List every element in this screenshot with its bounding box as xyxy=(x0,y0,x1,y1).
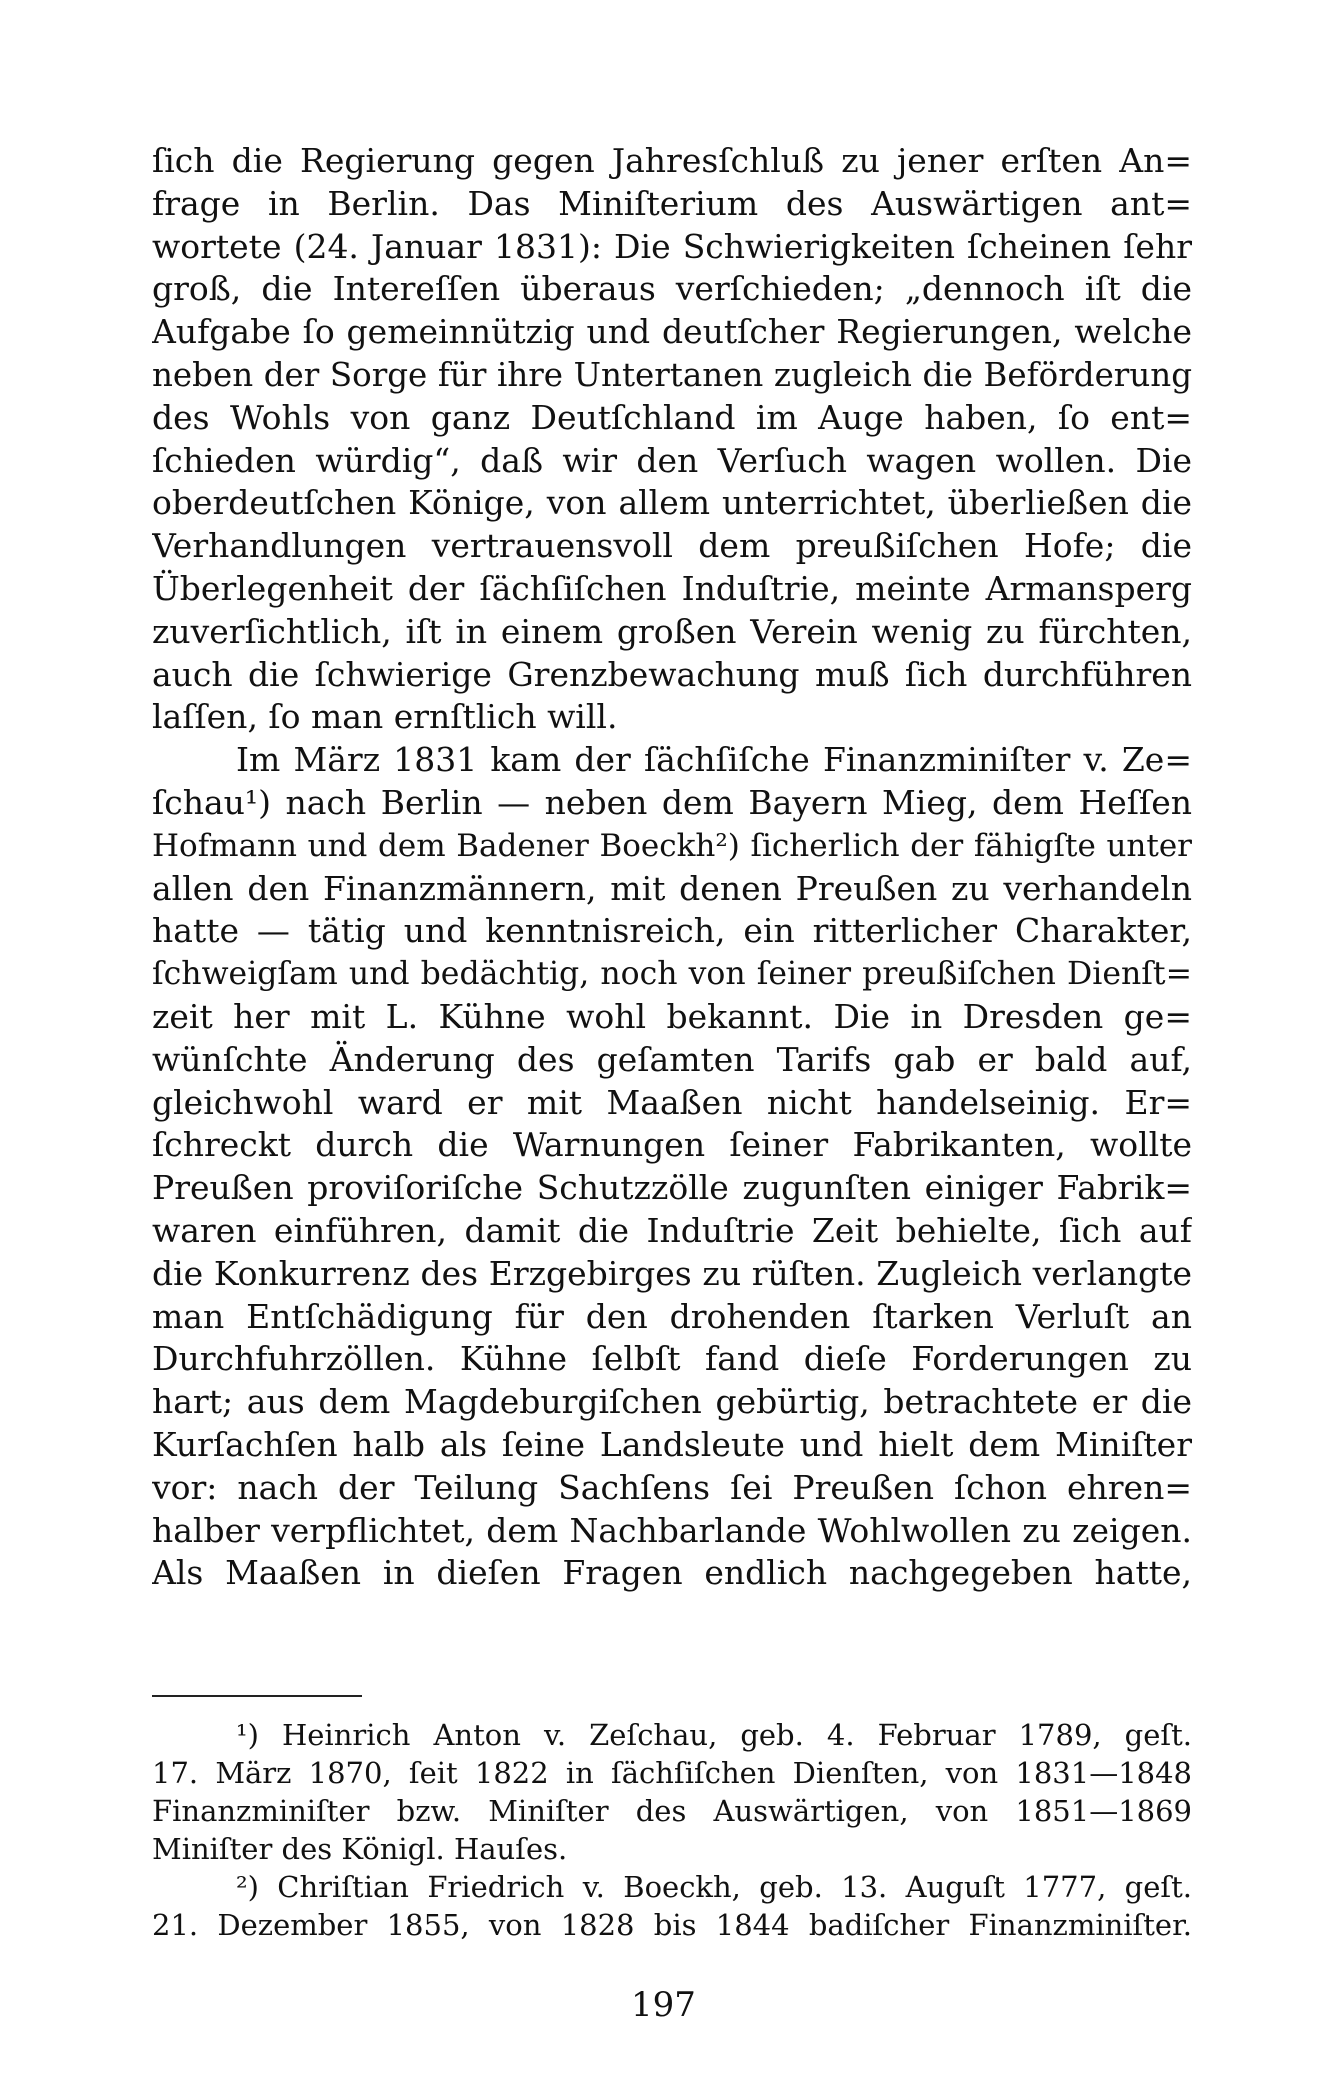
paragraph-1 xyxy=(152,140,1192,739)
text-line: des Wohls von ganz Deutſchland im Auge haben, ſo ent= xyxy=(152,397,1192,437)
text-line: Als Maaßen in dieſen Fragen endlich nachgegeben hatte, xyxy=(152,1553,1192,1593)
text-line: Preußen proviſoriſche Schutzzölle zugunſten einiger Fabrik= xyxy=(152,1168,1192,1208)
footnotes xyxy=(152,1716,1192,1944)
text-line: zeit her mit L. Kühne wohl bekannt. Die in Dresden ge= xyxy=(152,996,1192,1036)
footnote-line: Miniſter des Königl. Hauſes. xyxy=(152,1832,568,1866)
footnote-line: Finanzminiſter bzw. Miniſter des Auswärtigen, von 1851—1869 xyxy=(152,1794,1192,1828)
text-line: waren einführen, damit die Induſtrie Zeit behielte, ſich auf xyxy=(152,1210,1192,1250)
text-line: zuverſichtlich, iſt in einem großen Verein wenig zu fürchten, xyxy=(152,611,1192,651)
main-text xyxy=(152,140,1192,1595)
text-line: oberdeutſchen Könige, von allem unterrichtet, überließen die xyxy=(152,483,1192,523)
footnote-divider xyxy=(152,1695,362,1697)
footnote-line: 17. März 1870, ſeit 1822 in ſächſiſchen Dienſten, von 1831—1848 xyxy=(152,1756,1192,1790)
text-line: Durchfuhrzöllen. Kühne ſelbſt fand dieſe Forderungen zu xyxy=(152,1339,1192,1379)
footnote-1 xyxy=(152,1716,1192,1868)
text-line: gleichwohl ward er mit Maaßen nicht handelseinig. Er= xyxy=(152,1082,1192,1122)
text-line: vor: nach der Teilung Sachſens ſei Preußen ſchon ehren= xyxy=(152,1467,1192,1507)
text-line: allen den Finanzmännern, mit denen Preußen zu verhandeln xyxy=(152,868,1192,908)
text-line: neben der Sorge für ihre Untertanen zugleich die Beförderung xyxy=(152,355,1192,394)
text-line: wortete (24. Januar 1831): Die Schwierigkeiten ſcheinen ſehr xyxy=(152,226,1192,266)
text-line: Im März 1831 kam der ſächſiſche Finanzminiſter v. Ze= xyxy=(236,740,1192,780)
text-line: frage in Berlin. Das Miniſterium des Auswärtigen ant= xyxy=(152,183,1192,223)
text-line: man Entſchädigung für den drohenden ſtarken Verluſt an xyxy=(152,1296,1192,1336)
paragraph-2 xyxy=(152,739,1192,1595)
footnote-2 xyxy=(152,1868,1192,1944)
text-line: wünſchte Änderung des geſamten Tarifs gab er bald auf, xyxy=(152,1039,1192,1079)
text-line: die Konkurrenz des Erzgebirges zu rüſten. Zugleich verlangte xyxy=(152,1253,1192,1293)
text-line: ſchweigſam und bedächtig, noch von ſeiner preußiſchen Dienſt= xyxy=(152,956,1192,993)
text-line: Überlegenheit der ſächſiſchen Induſtrie, meinte Armansperg xyxy=(152,568,1192,608)
text-line: Verhandlungen vertrauensvoll dem preußiſchen Hofe; die xyxy=(152,526,1192,566)
text-line: groß, die Intereſſen überaus verſchieden; „dennoch iſt die xyxy=(152,269,1192,309)
text-line: ſich die Regierung gegen Jahresſchluß zu jener erſten An= xyxy=(152,141,1192,180)
text-line: auch die ſchwierige Grenzbewachung muß ſich durchführen xyxy=(152,654,1192,694)
text-line: Hofmann und dem Badener Boeckh²) ſicherlich der fähigſte unter xyxy=(152,827,1192,864)
text-line: hart; aus dem Magdeburgiſchen gebürtig, betrachtete er die xyxy=(152,1382,1192,1422)
footnote-line: ²) Chriſtian Friedrich v. Boeckh, geb. 13. Auguſt 1777, geſt. xyxy=(236,1870,1192,1904)
text-line: halber verpflichtet, dem Nachbarlande Wohlwollen zu zeigen. xyxy=(152,1510,1192,1550)
text-line: ſchieden würdig“, daß wir den Verſuch wagen wollen. Die xyxy=(152,440,1192,480)
text-line: ſchau¹) nach Berlin — neben dem Bayern Mieg, dem Heſſen xyxy=(152,782,1192,822)
footnote-line: 21. Dezember 1855, von 1828 bis 1844 badiſcher Finanzminiſter. xyxy=(152,1908,1192,1942)
text-line: Aufgabe ſo gemeinnützig und deutſcher Regierungen, welche xyxy=(152,312,1192,352)
footnote-line: ¹) Heinrich Anton v. Zeſchau, geb. 4. Februar 1789, geſt. xyxy=(236,1718,1192,1752)
text-line: hatte — tätig und kenntnisreich, ein ritterlicher Charakter, xyxy=(152,911,1192,951)
text-line: Kurſachſen halb als ſeine Landsleute und hielt dem Miniſter xyxy=(152,1424,1192,1464)
page-number: 197 xyxy=(631,1985,696,2025)
text-line: laſſen, ſo man ernſtlich will. xyxy=(152,697,618,737)
text-line: ſchreckt durch die Warnungen ſeiner Fabrikanten, wollte xyxy=(152,1125,1192,1165)
